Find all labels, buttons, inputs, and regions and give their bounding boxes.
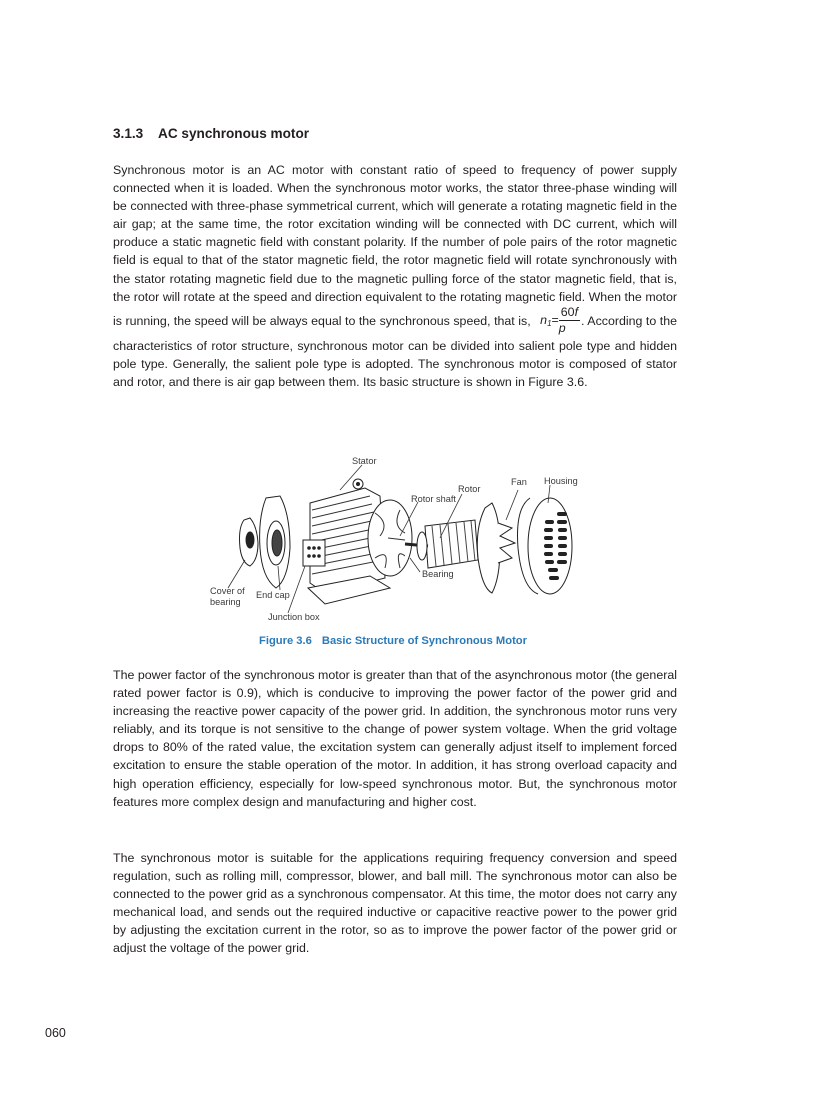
paragraph-intro [113,161,677,391]
label-bearing: Bearing [422,569,454,579]
label-cover-of-bearing [210,586,245,607]
formula-equals: = [551,312,559,327]
motor-exploded-view-diagram [200,448,600,628]
label-end-cap: End cap [256,590,290,600]
section-number: 3.1.3 [113,126,144,141]
junction-box-icon [303,540,325,566]
label-stator: Stator [352,456,377,466]
rotor-icon [405,520,478,568]
formula-numerator-number: 60 [560,304,575,319]
label-cover-of-bearing-line1: Cover of [210,586,245,596]
housing-icon [518,498,573,594]
formula-denominator: p [558,320,566,335]
paragraph-power-factor: The power factor of the synchronous motor is greater than that of the asynchronous motor (the general rated power factor is 0.9), which is conducive to improving the power factor of the power grid and increasing the reactive power capacity of the power grid. In addition, the synchronous motor runs very reliably, and its torque is not sensitive to the change of power system voltage. When the grid voltage drops to 80% of the rated value, the excitation system can generally adjust itself to implement forced excitation to ensure the stable operation of the motor. In addition, it has strong overload capacity and high operation efficiency, especially for low-speed synchronous motor. But, the synchronous motor features more complex design and manufacturing and higher cost. [113,668,677,809]
section-title: AC synchronous motor [158,126,310,141]
label-rotor-shaft: Rotor shaft [411,494,456,504]
cover-of-bearing-icon [240,518,259,566]
page-number: 060 [45,1026,66,1040]
paragraph-applications: The synchronous motor is suitable for the applications requiring frequency conversion and speed regulation, such as rolling mill, compressor, blower, and ball mill. The synchronous motor can also be connected to the power grid as a synchronous compensator. At this time, the motor does not carry any mechanical load, and sends out the required inductive or capacitive reactive power to the power grid by adjusting the excitation current in the rotor, so as to improve the power factor of the power grid or adjust the voltage of the power grid. [113,851,677,956]
fan-icon [477,503,515,593]
figure-caption-title: Basic Structure of Synchronous Motor [321,635,527,647]
section-heading [113,126,309,141]
formula-lhs-subscript: 1 [547,318,552,328]
figure-motor-structure [200,448,600,628]
synchronous-speed-formula [540,305,580,336]
formula-lhs: n [540,312,548,327]
label-housing: Housing [544,476,578,486]
label-fan: Fan [511,477,527,487]
formula-numerator-variable: f [574,304,579,319]
paragraph-intro-text-b: . According to the characteristics of rotor structure, synchronous motor can be divided into salient pole type and hidden pole type. Generally, the salient pole type is adopted. The synchronous motor is composed of stator and rotor, and there is air gap between them. Its basic structure is shown in Figure 3.6. [113,313,677,389]
label-junction-box: Junction box [268,612,320,622]
label-cover-of-bearing-line2: bearing [210,596,241,607]
figure-caption [259,635,527,647]
label-rotor: Rotor [458,484,481,494]
formula-fraction [559,305,580,336]
figure-caption-number: Figure 3.6 [259,635,312,647]
formula-numerator [559,305,580,321]
end-cap-icon [260,496,290,588]
paragraph-intro-text-a: Synchronous motor is an AC motor with constant ratio of speed to frequency of power supply connected when it is loaded. When the synchronous motor works, the stator three-phase winding will be connected with three-phase symmetrical current, which will generate a rotating magnetic field in the air gap; at the same time, the rotor excitation winding will be connected with DC current, which will produce a static magnetic field with constant polarity. If the number of pole pairs of the rotor magnetic field is equal to that of the stator magnetic field, the rotor magnetic field will rotate synchronously with the stator rotating magnetic field due to the magnetic pulling force of the stator magnetic field, that is, the rotor will rotate at the speed and direction equivalent to the rotating magnetic field. When the motor is running, the speed will be always equal to the synchronous speed, that is, [113,163,677,328]
